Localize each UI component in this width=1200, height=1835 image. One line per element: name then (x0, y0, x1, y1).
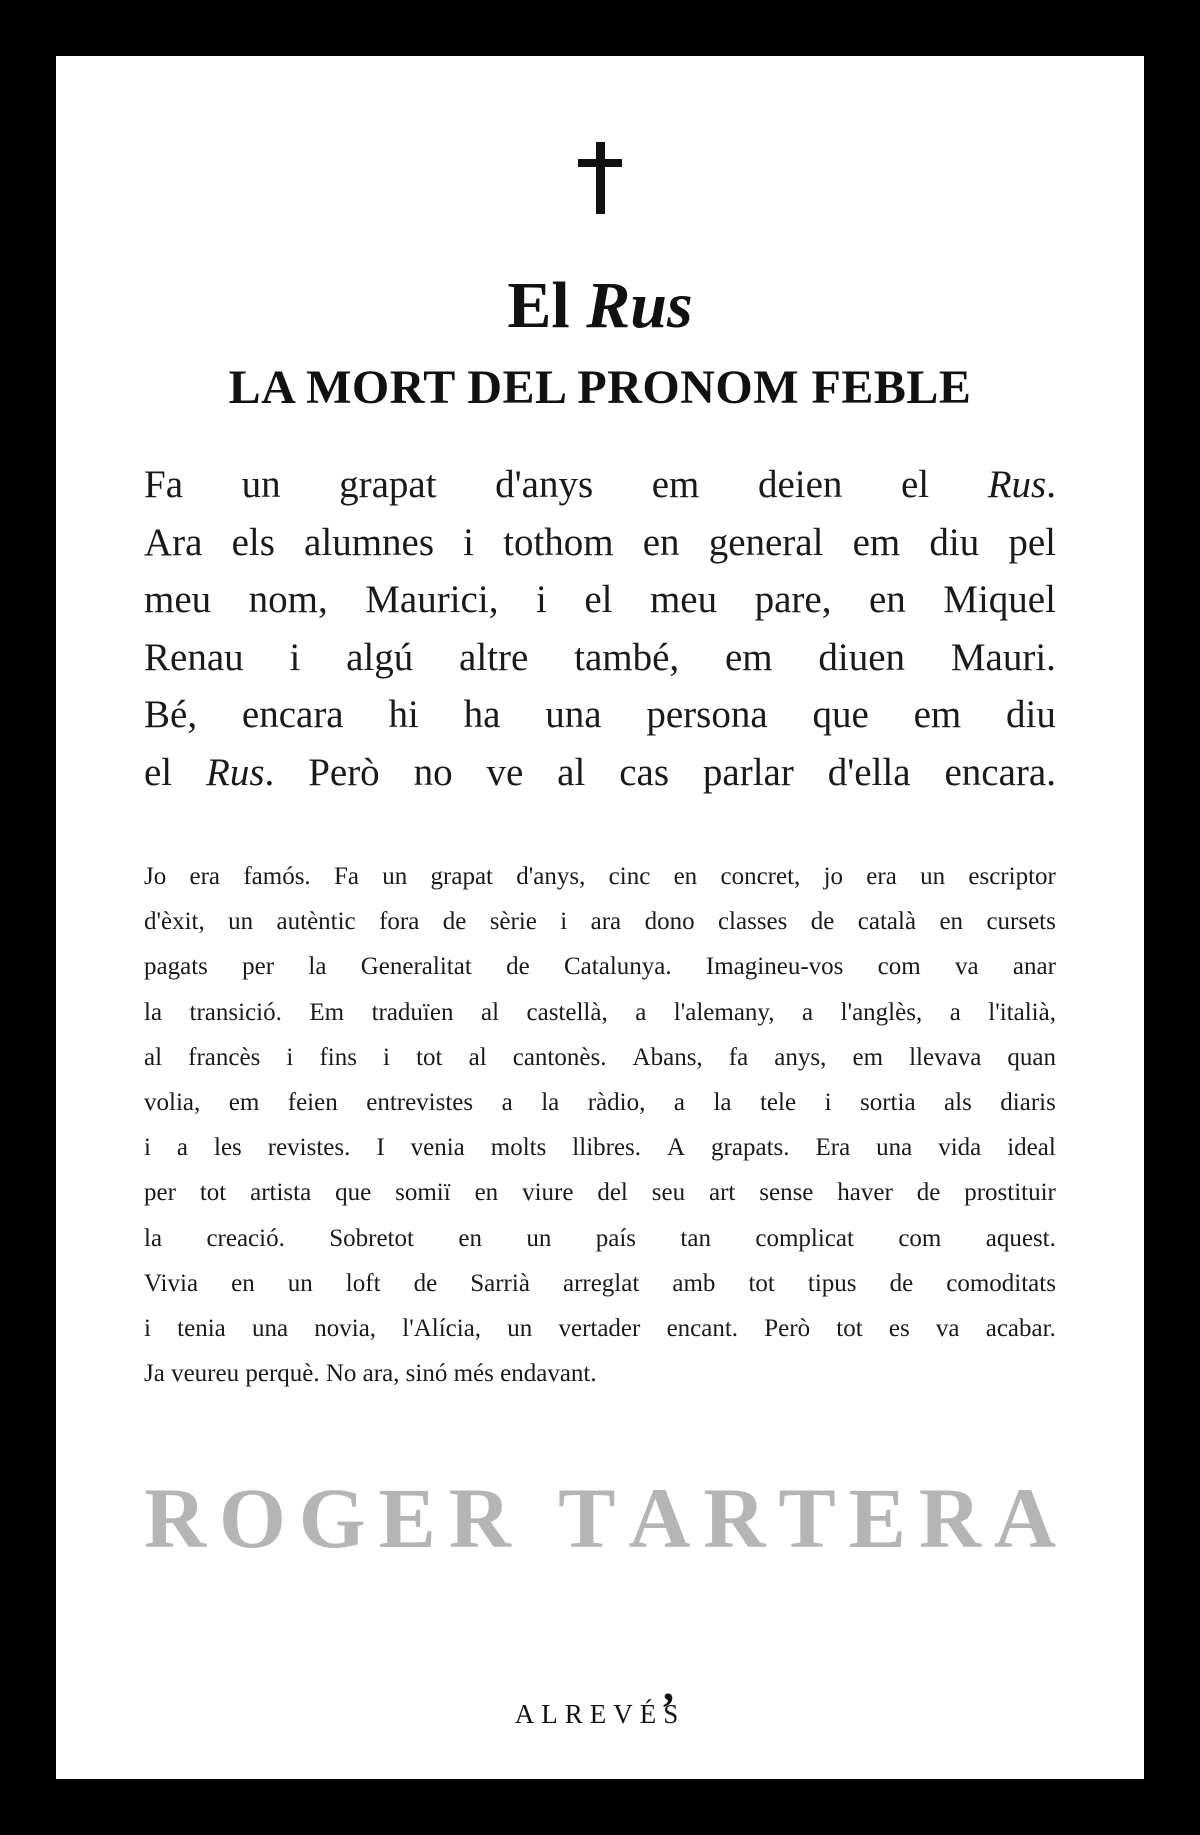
body-line: volia, em feien entrevistes a la ràdio, a la tele i sortia als diaris (144, 1089, 1056, 1117)
blurb-word: pel (1008, 520, 1056, 564)
body-line: per tot artista que somiï en viure del seu art sense haver de prostituir (144, 1179, 1056, 1207)
body-line: la transició. Em traduïen al castellà, a l'alemany, a l'anglès, a l'italià, (144, 998, 1056, 1026)
blurb-word: el (584, 578, 613, 621)
blurb-word: deien (757, 463, 843, 506)
body-line: i tenia una novia, l'Alícia, un vertader encant. Però tot es va acabar. (144, 1315, 1056, 1343)
blurb-word: no (413, 750, 453, 794)
book-title (56, 268, 1144, 344)
blurb-word: em (651, 463, 700, 506)
blurb-word: altre (459, 635, 529, 679)
blurb-word: em (852, 520, 901, 564)
book-subtitle: LA MORT DEL PRONOM FEBLE (228, 361, 972, 414)
blurb-word: nom, (248, 578, 328, 621)
blurb-word: un (241, 463, 281, 506)
body-line: d'èxit, un autèntic fora de sèrie i ara dono classes de català en cursets (144, 908, 1056, 936)
blurb-word: Rus. (987, 463, 1056, 506)
body-text (144, 854, 1056, 1396)
publisher-logo (56, 1661, 1144, 1738)
blurb-word: Renau (144, 635, 244, 679)
publisher-name: ALREVÉS (514, 1699, 686, 1729)
blurb-word: Mauri. (950, 635, 1056, 679)
blurb-word: diuen (818, 635, 906, 679)
blurb-word: Rus. (206, 750, 275, 794)
blurb-word: diu (1006, 693, 1056, 736)
body-line: pagats per la Generalitat de Catalunya. Imagineu-vos com va anar (144, 953, 1056, 981)
body-line: Jo era famós. Fa un grapat d'anys, cinc en concret, jo era un escriptor (144, 863, 1056, 890)
cross-icon (56, 142, 1144, 214)
blurb-word: encara (241, 693, 344, 736)
body-line: i a les revistes. I venia molts llibres. A grapats. Era una vida ideal (144, 1134, 1056, 1162)
blurb-word: cas (619, 750, 670, 794)
blurb-line (144, 514, 1056, 572)
blurb-word: Però (308, 750, 380, 794)
body-line: la creació. Sobretot en un país tan complicat com aquest. (144, 1224, 1056, 1252)
blurb-word: al (557, 750, 586, 794)
blurb-word: meu (144, 578, 212, 621)
blurb-word: els (231, 520, 275, 564)
blurb-line (144, 744, 1056, 802)
author-name: R O G E R T A R T E R A (144, 1470, 1056, 1566)
blurb-word: ha (463, 693, 501, 736)
blurb-word: persona (646, 693, 768, 736)
blurb-word: ve (486, 750, 524, 794)
blurb-word: pare, (754, 578, 832, 621)
blurb-word: alumnes (304, 520, 435, 564)
blurb-word: i (463, 520, 474, 564)
blurb-word: Bé, (144, 693, 198, 736)
blurb-line (144, 456, 1056, 514)
cross-vertical-bar (596, 142, 605, 214)
body-line: Ja veureu perquè. No ara, sinó més endavant. (144, 1360, 597, 1388)
blurb-word: meu (649, 578, 718, 621)
blurb-word: i (535, 578, 547, 621)
blurb-word: algú (346, 635, 414, 679)
blurb-word: hi (388, 693, 419, 736)
blurb-word: Fa (144, 463, 183, 506)
blurb-word: tothom (503, 520, 614, 564)
blurb-word: d'anys (495, 463, 594, 506)
blurb-word: que (812, 693, 869, 736)
blurb-line (144, 571, 1056, 629)
title-prefix: El (507, 269, 570, 342)
blurb-word: diu (929, 520, 980, 564)
blurb-word: el (144, 750, 173, 794)
blurb-word: Maurici, (365, 578, 499, 621)
blurb-word: Miquel (943, 578, 1056, 621)
blurb-word: general (708, 520, 824, 564)
blurb-text (144, 456, 1056, 801)
body-line: Vivia en un loft de Sarrià arreglat amb tot tipus de comoditats (144, 1269, 1056, 1297)
blurb-word: Ara (144, 520, 203, 564)
body-line: al francès i fins i tot al cantonès. Abans, fa anys, em llevava quan (144, 1043, 1056, 1071)
blurb-word: en (642, 520, 680, 564)
blurb-word: el (900, 463, 930, 506)
blurb-line (144, 629, 1056, 687)
blurb-word: parlar (702, 750, 794, 794)
blurb-line (144, 686, 1056, 744)
blurb-word: grapat (339, 463, 437, 506)
blurb-word: encara. (944, 750, 1056, 794)
blurb-word: em (724, 635, 773, 679)
blurb-word: em (913, 693, 962, 736)
title-italic: Rus (586, 269, 693, 342)
blurb-word: una (545, 693, 602, 736)
blurb-word: també, (574, 635, 680, 679)
book-cover (56, 56, 1144, 1779)
publisher-mark: , (663, 1661, 674, 1710)
blurb-word: d'ella (827, 750, 911, 794)
blurb-word: en (868, 578, 906, 621)
blurb-word: i (289, 635, 301, 679)
cross-horizontal-bar (578, 159, 622, 167)
